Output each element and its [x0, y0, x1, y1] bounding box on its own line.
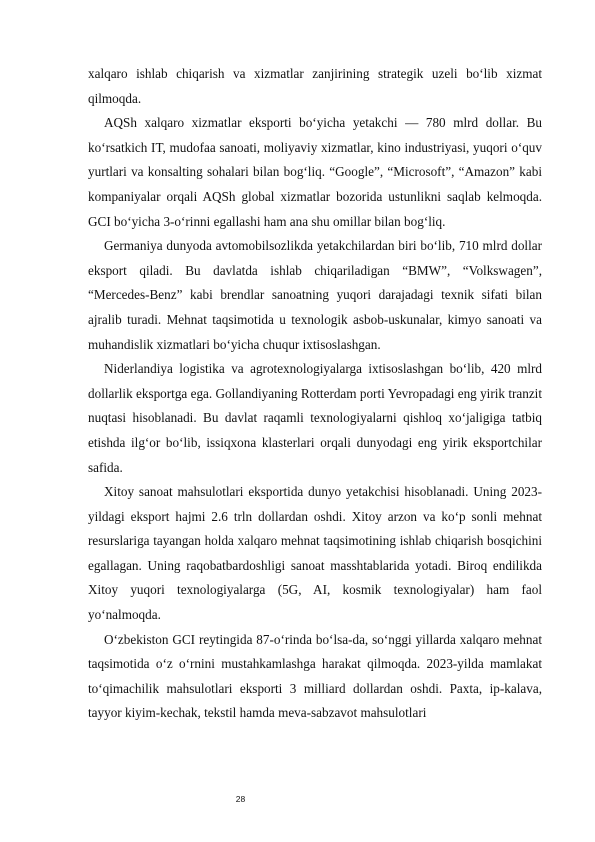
- paragraph-4: Niderlandiya logistika va agrotexnologiyalarga ixtisoslashgan bo‘lib, 420 mlrd dollarlik eksportga ega. Gollandiyaning Rotterdam porti Yevropadagi eng yirik tranzit nuqtasi hisoblanadi. Bu davlat raqamli texnologiyalarni qishloq xo‘jaligiga tatbiq etishda ilg‘or bo‘lib, issiqxona klasterlari orqali dunyodagi eng yirik eksportchilar safida.: [88, 361, 542, 475]
- document-body: [88, 62, 542, 726]
- paragraph-2: AQSh xalqaro xizmatlar eksporti bo‘yicha yetakchi — 780 mlrd dollar. Bu ko‘rsatkich IT, mudofaa sanoati, moliyaviy xizmatlar, kino industriyasi, yuqori o‘quv yurtlari va konsalting sohalari bilan bog‘liq. “Google”, “Microsoft”, “Amazon” kabi kompaniyalar orqali AQSh global xizmatlar bozorida ustunlikni saqlab kelmoqda. GCI bo‘yicha 3-o‘rinni egallashi ham ana shu omillar bilan bog‘liq.: [88, 115, 542, 229]
- page-number: 28: [235, 794, 246, 804]
- paragraph-3: Germaniya dunyoda avtomobilsozlikda yetakchilardan biri bo‘lib, 710 mlrd dollar eksport qiladi. Bu davlatda ishlab chiqariladigan “BMW”, “Volkswagen”, “Mercedes-Benz” kabi brendlar sanoatning yuqori darajadagi texnik sifati bilan ajralib turadi. Mehnat taqsimotida u texnologik asbob-uskunalar, kimyo sanoati va muhandislik xizmatlari bo‘yicha chuqur ixtisoslashgan.: [88, 238, 542, 352]
- paragraph-5: Xitoy sanoat mahsulotlari eksportida dunyo yetakchisi hisoblanadi. Uning 2023-yildagi eksport hajmi 2.6 trln dollardan oshdi. Xitoy arzon va ko‘p sonli mehnat resurslariga tayangan holda xalqaro mehnat taqsimotining ishlab chiqarish bosqichini egallagan. Uning raqobatbardoshligi sanoat masshtablarida yotadi. Biroq endilikda Xitoy yuqori texnologiyalarga (5G, AI, kosmik texnologiyalar) ham faol yo‘nalmoqda.: [88, 484, 542, 623]
- paragraph-6: O‘zbekiston GCI reytingida 87-o‘rinda bo‘lsa-da, so‘nggi yillarda xalqaro mehnat taqsimotida o‘z o‘rnini mustahkamlashga harakat qilmoqda. 2023-yilda mamlakat to‘qimachilik mahsulotlari eksporti 3 milliard dollardan oshdi. Paxta, ip-kalava, tayyor kiyim-kechak, tekstil hamda meva-sabzavot mahsulotlari: [88, 631, 542, 721]
- paragraph-1: xalqaro ishlab chiqarish va xizmatlar zanjirining strategik uzeli bo‘lib xizmat qilmoqda.: [88, 66, 542, 106]
- page-number-footer: [0, 794, 595, 804]
